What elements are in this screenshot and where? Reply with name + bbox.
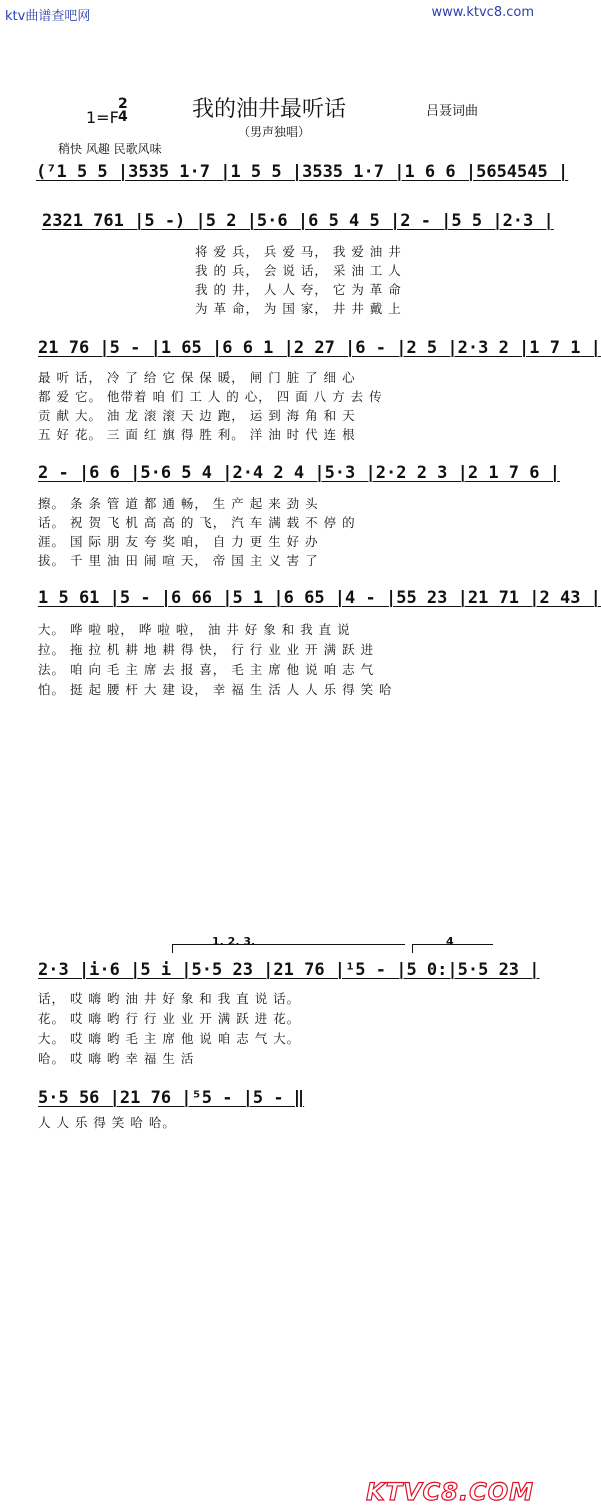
meter-bottom: 4 — [118, 109, 128, 125]
lyric-line: 贡 献 大。 油 龙 滚 滚 天 边 跑， 运 到 海 角 和 天 — [38, 408, 356, 423]
notation-line: 2 - |6 6 |5·6 5 4 |2·4 2 4 |5·3 |2·2 2 3 |2 1 7 6 | — [38, 463, 560, 483]
tempo-marking: 稍快 风趣 民歌风味 — [58, 142, 162, 156]
notation-line: (⁷1 5 5 |3535 1·7 |1 5 5 |3535 1·7 |1 6 6 |5654545 | — [36, 162, 569, 182]
lyric-line: 话。 祝 贺 飞 机 高 高 的 飞， 汽 车 满 载 不 停 的 — [38, 515, 356, 530]
key-signature: 1=F — [86, 108, 119, 127]
song-title: 我的油井最听话 — [192, 97, 347, 122]
lyric-line: 最 听 话， 冷 了 给 它 保 保 暖， 闸 门 脏 了 细 心 — [38, 370, 356, 385]
lyric-line: 擦。 条 条 管 道 都 通 畅， 生 产 起 来 劲 头 — [38, 496, 319, 511]
lyric-line: 我 的 兵， 会 说 话， 采 油 工 人 — [195, 263, 402, 278]
volta-label-second: 4 — [446, 935, 454, 948]
lyric-line: 法。 咱 向 毛 主 席 去 报 喜， 毛 主 席 他 说 咱 志 气 — [38, 662, 375, 677]
lyric-line: 涯。 国 际 朋 友 夸 奖 咱， 自 力 更 生 好 办 — [38, 534, 319, 549]
meter-top: 2 — [118, 96, 128, 112]
notation-line: 1 5 61 |5 - |6 66 |5 1 |6 65 |4 - |55 23 |21 71 |2 43 | — [38, 588, 601, 608]
volta-bracket-first — [172, 944, 405, 953]
lyric-line: 拉。 拖 拉 机 耕 地 耕 得 快， 行 行 业 业 开 满 跃 进 — [38, 642, 375, 657]
lyric-line: 人 人 乐 得 笑 哈 哈。 — [38, 1115, 176, 1130]
site-logo[interactable]: KTVC8.COM — [366, 1478, 534, 1506]
notation-line: 2·3 |i·6 |5 i |5·5 23 |21 76 |¹5 - |5 0:|5·5 23 | — [38, 960, 540, 980]
lyric-line: 话， 哎 嗨 哟 油 井 好 象 和 我 直 说 话。 — [38, 991, 301, 1006]
lyric-line: 花。 哎 嗨 哟 行 行 业 业 开 满 跃 进 花。 — [38, 1011, 301, 1026]
song-subtitle: （男声独唱） — [238, 125, 311, 139]
lyric-line: 拔。 千 里 油 田 闹 喧 天， 帝 国 主 义 害 了 — [38, 553, 319, 568]
volta-label-first: 1. 2. 3. — [212, 935, 256, 948]
lyric-line: 为 革 命， 为 国 家， 井 井 戴 上 — [195, 301, 402, 316]
song-author: 吕聂词曲 — [426, 104, 479, 119]
notation-line: 21 76 |5 - |1 65 |6 6 1 |2 27 |6 - |2 5 |2·3 2 |1 7 1 | — [38, 338, 601, 358]
lyric-line: 大。 哗 啦 啦， 哗 啦 啦， 油 井 好 象 和 我 直 说 — [38, 622, 351, 637]
lyric-line: 我 的 井， 人 人 夸， 它 为 革 命 — [195, 282, 402, 297]
lyric-line: 怕。 挺 起 腰 杆 大 建 设， 幸 福 生 活 人 人 乐 得 笑 哈 — [38, 682, 393, 697]
site-name-left[interactable]: ktv曲谱查吧网 — [5, 9, 91, 24]
lyric-line: 哈。 哎 嗨 哟 幸 福 生 活 — [38, 1051, 195, 1066]
notation-line: 2321 761 |5 -) |5 2 |5·6 |6 5 4 5 |2 - |5 5 |2·3 | — [42, 211, 554, 231]
lyric-line: 大。 哎 嗨 哟 毛 主 席 他 说 咱 志 气 大。 — [38, 1031, 301, 1046]
time-signature — [118, 98, 128, 124]
notation-line: 5·5 56 |21 76 |⁵5 - |5 - ‖ — [38, 1088, 305, 1108]
site-url-right[interactable]: www.ktvc8.com — [431, 5, 534, 20]
lyric-line: 将 爱 兵， 兵 爱 马， 我 爱 油 井 — [195, 244, 402, 259]
lyric-line: 五 好 花。 三 面 红 旗 得 胜 利。 洋 油 时 代 连 根 — [38, 427, 356, 442]
lyric-line: 都 爱 它。 他带着 咱 们 工 人 的 心， 四 面 八 方 去 传 — [38, 389, 383, 404]
